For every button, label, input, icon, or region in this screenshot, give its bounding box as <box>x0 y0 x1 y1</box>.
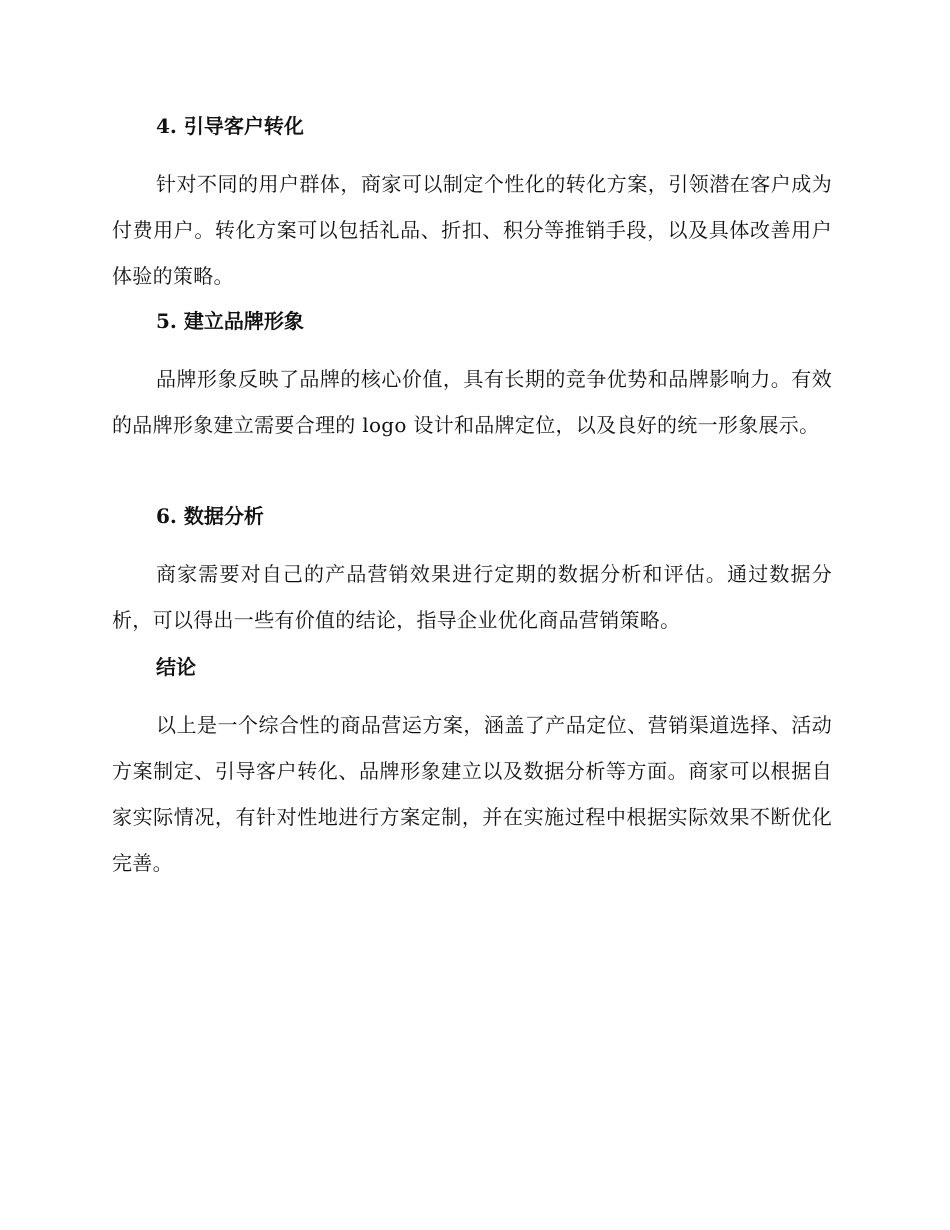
section-data-analysis <box>112 502 832 643</box>
section-brand-image <box>112 307 832 448</box>
section-guide-customer-conversion <box>112 112 832 299</box>
section-paragraph: 针对不同的用户群体，商家可以制定个性化的转化方案，引领潜在客户成为付费用户。转化方案可以包括礼品、折扣、积分等推销手段，以及具体改善用户体验的策略。 <box>112 172 832 288</box>
section-heading: 4. 引导客户转化 <box>156 114 304 138</box>
section-paragraph: 品牌形象反映了品牌的核心价值，具有长期的竞争优势和品牌影响力。有效的品牌形象建立需要合理的 logo 设计和品牌定位，以及良好的统一形象展示。 <box>112 367 832 437</box>
section-conclusion <box>112 653 832 886</box>
section-heading: 结论 <box>156 655 196 679</box>
section-heading: 5. 建立品牌形象 <box>156 309 304 333</box>
section-paragraph: 商家需要对自己的产品营销效果进行定期的数据分析和评估。通过数据分析，可以得出一些有价值的结论，指导企业优化商品营销策略。 <box>112 562 832 632</box>
section-paragraph: 以上是一个综合性的商品营运方案，涵盖了产品定位、营销渠道选择、活动方案制定、引导客户转化、品牌形象建立以及数据分析等方面。商家可以根据自家实际情况，有针对性地进行方案定制，并在实施过程中根据实际效果不断优化完善。 <box>112 713 832 875</box>
section-heading: 6. 数据分析 <box>156 504 264 528</box>
